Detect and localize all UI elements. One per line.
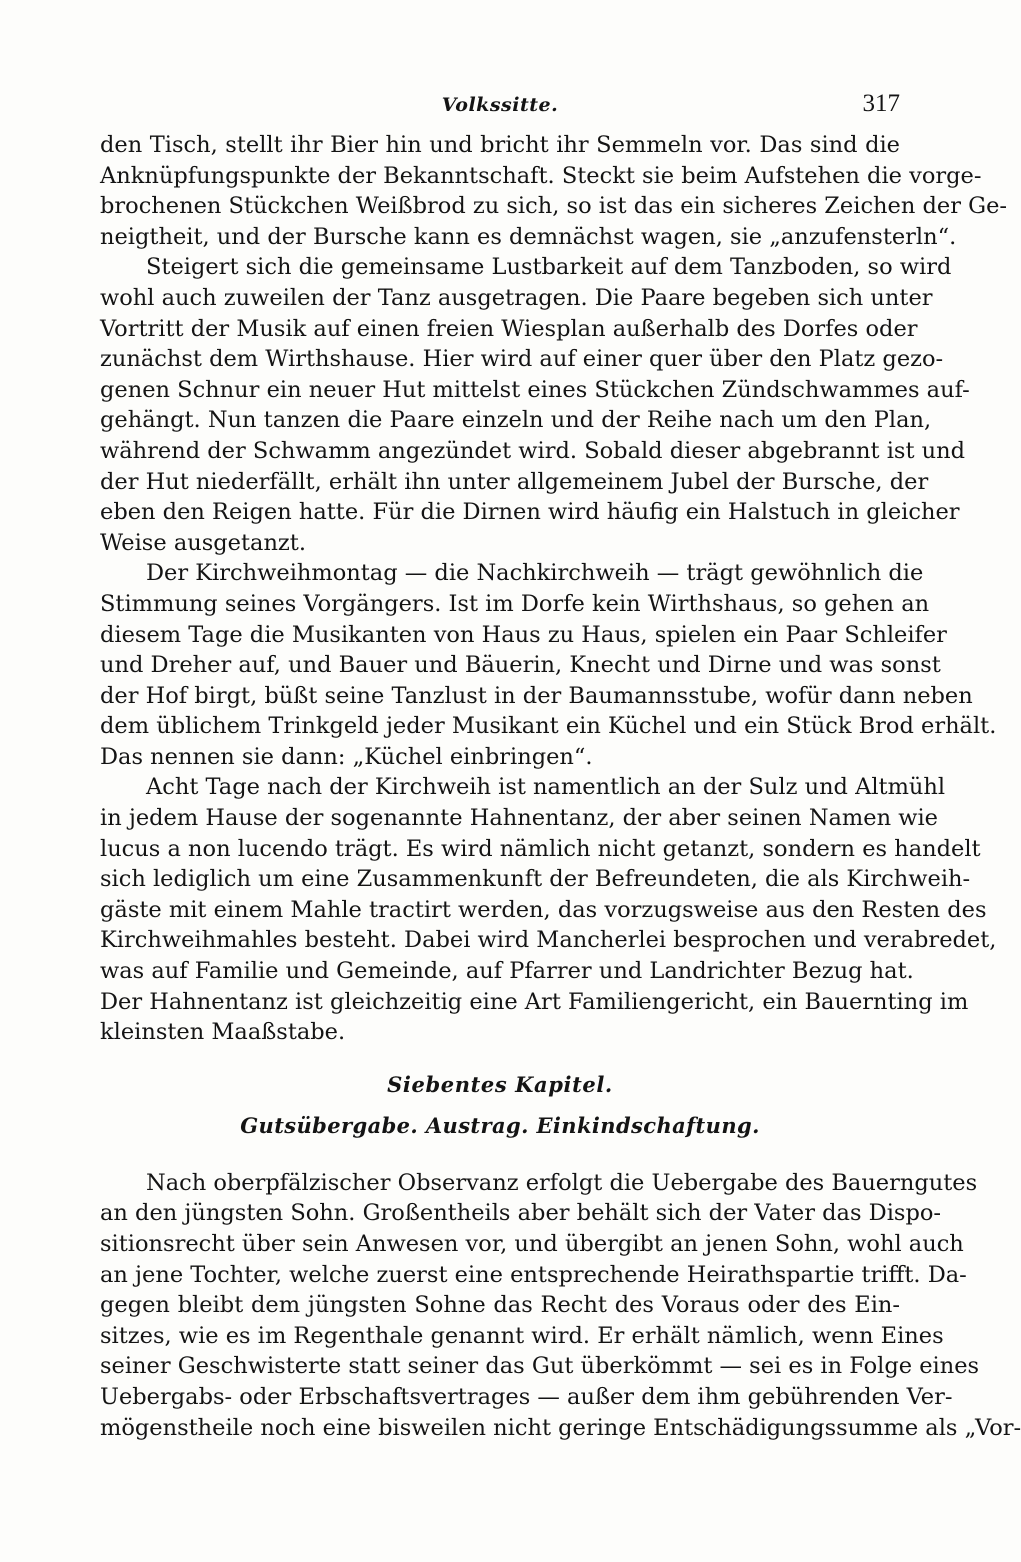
text-line: während der Schwamm angezündet wird. Sobald dieser abgebrannt ist und — [100, 437, 966, 464]
text-line: was auf Familie und Gemeinde, auf Pfarrer und Landrichter Bezug hat. — [100, 958, 914, 985]
chapter-title: Siebentes Kapitel. — [387, 1071, 613, 1097]
text-line: der Hof birgt, büßt seine Tanzlust in der Baumannsstube, wofür dann neben — [100, 682, 973, 709]
text-line: Der Kirchweihmontag — die Nachkirchweih — trägt gewöhnlich die — [146, 560, 924, 587]
text-line: gegen bleibt dem jüngsten Sohne das Recht des Voraus oder des Ein- — [100, 1292, 900, 1319]
text-line: lucus a non lucendo trägt. Es wird nämlich nicht getanzt, sondern es handelt — [100, 835, 981, 862]
paragraph-gutsuebergabe — [100, 1168, 1021, 1443]
paragraph-kirchweihmontag — [100, 558, 997, 772]
text-line: brochenen Stückchen Weißbrod zu sich, so ist das ein sicheres Zeichen der Ge- — [100, 193, 1008, 220]
text-line: Das nennen sie dann: „Küchel einbringen“. — [100, 743, 593, 770]
text-line: eben den Reigen hatte. Für die Dirnen wird häufig ein Halstuch in gleicher — [100, 499, 960, 526]
text-line: in jedem Hause der sogenannte Hahnentanz, der aber seinen Namen wie — [100, 805, 938, 832]
text-line: Uebergabs- oder Erbschaftsvertrages — außer dem ihm gebührenden Ver- — [100, 1383, 953, 1410]
text-line: dem üblichem Trinkgeld jeder Musikant ein Küchel und ein Stück Brod erhält. — [100, 713, 997, 740]
text-line: diesem Tage die Musikanten von Haus zu Haus, spielen ein Paar Schleifer — [100, 621, 947, 648]
text-line: Steigert sich die gemeinsame Lustbarkeit auf dem Tanzboden, so wird — [146, 254, 952, 281]
text-line: an jene Tochter, welche zuerst eine entsprechende Heirathspartie trifft. Da- — [100, 1261, 967, 1288]
text-line: den Tisch, stellt ihr Bier hin und bricht ihr Semmeln vor. Das sind die — [100, 132, 900, 158]
text-line: neigtheit, und der Bursche kann es demnächst wagen, sie „anzufensterln“. — [100, 223, 957, 250]
running-head — [100, 90, 900, 130]
text-line: Acht Tage nach der Kirchweih ist namentlich an der Sulz und Altmühl — [146, 774, 946, 801]
paragraph-hahnentanz — [100, 772, 997, 1047]
chapter-subtitle: Gutsübergabe. Austrag. Einkindschaftung. — [240, 1112, 760, 1138]
text-line: kleinsten Maaßstabe. — [100, 1019, 346, 1046]
text-line: sitionsrecht über sein Anwesen vor, und übergibt an jenen Sohn, wohl auch — [100, 1231, 964, 1257]
text-line: sich lediglich um eine Zusammenkunft der Befreundeten, die als Kirchweih- — [100, 866, 971, 893]
text-line: der Hut niederfällt, erhält ihn unter allgemeinem Jubel der Bursche, der — [100, 468, 929, 495]
text-line: an den jüngsten Sohn. Großentheils aber behält sich der Vater das Dispo- — [100, 1200, 942, 1227]
text-line: wohl auch zuweilen der Tanz ausgetragen. Die Paare begeben sich unter — [100, 284, 933, 311]
running-title: Volkssitte. — [441, 94, 559, 116]
text-line: Kirchweihmahles besteht. Dabei wird Mancherlei besprochen und verabredet, — [100, 927, 997, 954]
paragraph-tanz-ausgetragen — [100, 252, 970, 558]
text-line: Anknüpfungspunkte der Bekanntschaft. Steckt sie beim Aufstehen die vorge- — [100, 162, 982, 189]
page-number: 317 — [862, 90, 900, 117]
text-line: mögenstheile noch eine bisweilen nicht geringe Entschädigungssumme als „Vor- — [100, 1414, 1021, 1441]
text-line: gehängt. Nun tanzen die Paare einzeln und der Reihe nach um den Plan, — [100, 407, 932, 434]
text-line: Vortritt der Musik auf einen freien Wiesplan außerhalb des Dorfes oder — [100, 315, 918, 342]
text-line: sitzes, wie es im Regenthale genannt wird. Er erhält nämlich, wenn Eines — [100, 1322, 944, 1349]
text-line: Der Hahnentanz ist gleichzeitig eine Art Familiengericht, ein Bauernting im — [100, 988, 969, 1015]
book-page — [100, 90, 1021, 1443]
text-line: und Dreher auf, und Bauer und Bäuerin, Knecht und Dirne und was sonst — [100, 652, 941, 679]
text-line: Stimmung seines Vorgängers. Ist im Dorfe kein Wirthshaus, so gehen an — [100, 590, 930, 617]
text-line: zunächst dem Wirthshause. Hier wird auf einer quer über den Platz gezo- — [100, 346, 944, 373]
text-line: Weise ausgetanzt. — [100, 529, 306, 556]
text-line: Nach oberpfälzischer Observanz erfolgt die Uebergabe des Bauerngutes — [146, 1169, 978, 1196]
text-line: gäste mit einem Mahle tractirt werden, das vorzugsweise aus den Resten des — [100, 896, 987, 923]
text-line: genen Schnur ein neuer Hut mittelst eines Stückchen Zündschwammes auf- — [100, 376, 970, 403]
paragraph-continued — [100, 130, 1008, 252]
text-line: seiner Geschwisterte statt seiner das Gut überkömmt — sei es in Folge eines — [100, 1353, 980, 1380]
